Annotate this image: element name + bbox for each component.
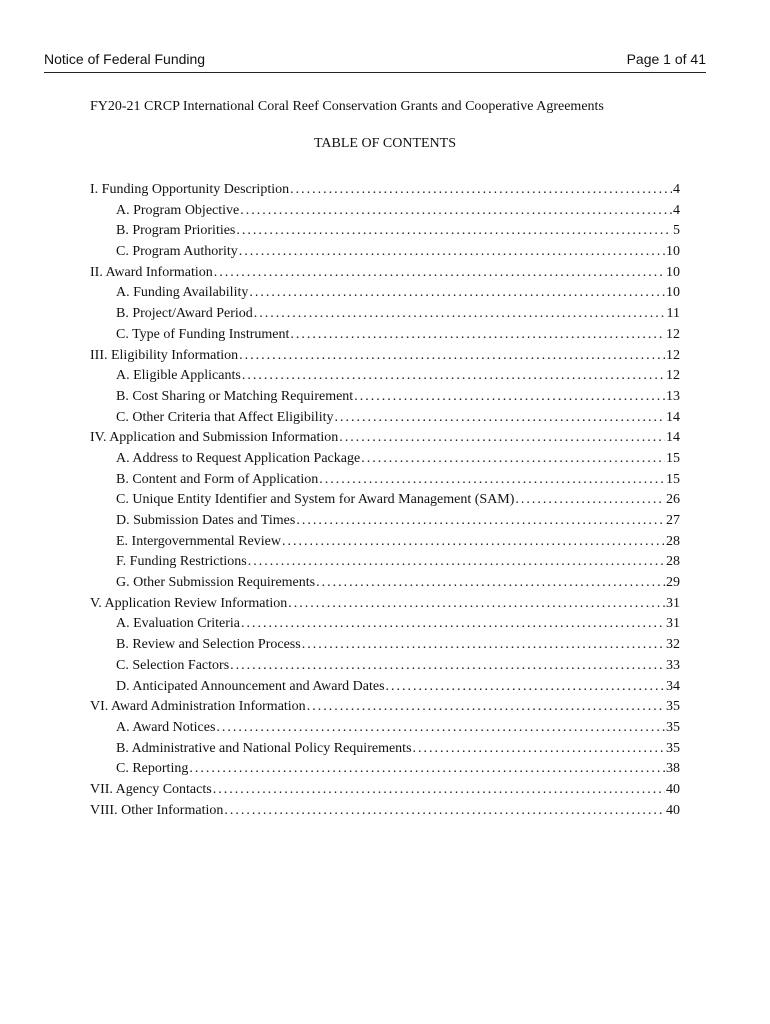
toc-entry-page: 29 <box>666 575 680 591</box>
toc-leader-dots <box>316 573 665 594</box>
toc-entry-label: A. Funding Availability <box>116 285 249 301</box>
toc-entry[interactable] <box>90 635 680 656</box>
toc-entry[interactable] <box>90 697 680 718</box>
toc-entry-page: 4 <box>673 182 680 197</box>
toc-heading: TABLE OF CONTENTS <box>314 136 456 151</box>
toc-entry-page: 4 <box>673 202 680 218</box>
toc-entry-page: 12 <box>666 347 680 363</box>
toc-entry[interactable] <box>90 366 680 387</box>
toc-entry[interactable] <box>90 242 680 263</box>
toc-entry-label: A. Program Objective <box>116 202 240 218</box>
toc-entry-label: A. Eligible Applicants <box>116 368 241 384</box>
toc-leader-dots <box>288 594 665 615</box>
toc-leader-dots <box>241 614 665 635</box>
toc-entry[interactable] <box>90 283 680 304</box>
toc-entry-page: 31 <box>666 616 680 632</box>
toc-entry-label: F. Funding Restrictions <box>116 554 247 570</box>
toc-entry-label: III. Eligibility Information <box>90 347 239 363</box>
toc-entry-label: C. Program Authority <box>116 244 238 260</box>
toc-entry[interactable] <box>90 614 680 635</box>
toc-entry-page: 35 <box>666 699 680 715</box>
page-number: Page 1 of 41 <box>626 51 706 67</box>
toc-entry-label: D. Submission Dates and Times <box>116 513 296 528</box>
toc-entry[interactable] <box>90 718 680 739</box>
toc-entry-label: C. Type of Funding Instrument <box>116 326 290 342</box>
toc-entry-page: 15 <box>666 471 680 487</box>
toc-entry-page: 10 <box>666 264 680 280</box>
toc-entry-page: 11 <box>666 306 680 322</box>
header-title: Notice of Federal Funding <box>44 51 206 67</box>
toc-leader-dots <box>290 325 665 346</box>
toc-entry-label: IV. Application and Submission Information <box>90 430 339 446</box>
toc-entry[interactable] <box>90 677 680 698</box>
toc-leader-dots <box>290 180 672 201</box>
toc-entry-page: 31 <box>666 595 680 611</box>
toc-leader-dots <box>214 263 665 284</box>
toc-leader-dots <box>242 366 665 387</box>
toc-entry-page: 10 <box>666 285 680 301</box>
toc-entry-page: 35 <box>666 719 680 735</box>
toc-entry-label: I. Funding Opportunity Description <box>90 182 290 197</box>
toc-leader-dots <box>354 387 665 408</box>
toc-entry[interactable] <box>90 532 680 553</box>
toc-entry-page: 40 <box>666 802 680 818</box>
toc-entry-label: VII. Agency Contacts <box>90 781 212 797</box>
toc-entry-label: B. Administrative and National Policy Requirements <box>116 740 412 756</box>
toc-entry-page: 27 <box>666 513 680 528</box>
toc-leader-dots <box>240 201 672 222</box>
toc-entry[interactable] <box>90 325 680 346</box>
toc-entry-label: G. Other Submission Requirements <box>116 575 316 591</box>
toc-entry[interactable] <box>90 346 680 367</box>
toc-entry-page: 38 <box>666 761 680 777</box>
toc-entry-page: 5 <box>673 223 680 239</box>
toc-entry-label: D. Anticipated Announcement and Award Dates <box>116 678 385 694</box>
toc-leader-dots <box>515 490 665 511</box>
toc-entry-label: C. Other Criteria that Affect Eligibility <box>116 409 334 425</box>
toc-entry[interactable] <box>90 573 680 594</box>
toc-entry[interactable] <box>90 180 680 201</box>
document-title: FY20-21 CRCP International Coral Reef Conservation Grants and Cooperative Agreements <box>90 99 604 114</box>
toc-leader-dots <box>189 759 665 780</box>
toc-entry-page: 15 <box>666 450 680 466</box>
toc-entry-label: B. Project/Award Period <box>116 306 253 322</box>
toc-entry-page: 32 <box>666 637 680 653</box>
toc-entry-label: C. Unique Entity Identifier and System for Award Management (SAM) <box>116 492 515 508</box>
toc-leader-dots <box>254 304 666 325</box>
toc-leader-dots <box>224 801 665 822</box>
toc-leader-dots <box>339 428 665 449</box>
toc-entry[interactable] <box>90 470 680 491</box>
toc-entry-page: 10 <box>666 244 680 260</box>
toc-entry[interactable] <box>90 490 680 511</box>
toc-entry[interactable] <box>90 780 680 801</box>
toc-entry-label: VIII. Other Information <box>90 802 224 818</box>
toc-leader-dots <box>236 221 672 242</box>
toc-entry[interactable] <box>90 594 680 615</box>
toc-entry-label: C. Reporting <box>116 761 189 777</box>
toc-entry-label: B. Content and Form of Application <box>116 471 319 487</box>
toc-entry[interactable] <box>90 387 680 408</box>
toc-entry-label: A. Award Notices <box>116 719 216 735</box>
toc-entry-label: B. Program Priorities <box>116 223 236 239</box>
toc-leader-dots <box>239 242 665 263</box>
toc-entry-label: B. Cost Sharing or Matching Requirement <box>116 388 354 404</box>
toc-entry[interactable] <box>90 449 680 470</box>
toc-entry-page: 40 <box>666 781 680 797</box>
toc-entry-label: C. Selection Factors <box>116 657 230 673</box>
toc-entry[interactable] <box>90 801 680 822</box>
toc-leader-dots <box>334 408 665 429</box>
toc-leader-dots <box>249 283 665 304</box>
toc-leader-dots <box>282 532 665 553</box>
toc-leader-dots <box>307 697 665 718</box>
toc-entry[interactable] <box>90 428 680 449</box>
toc-entry-page: 13 <box>666 388 680 404</box>
toc-entry-label: VI. Award Administration Information <box>90 699 306 715</box>
toc-entry-page: 34 <box>666 678 680 694</box>
toc-entry[interactable] <box>90 201 680 222</box>
toc-leader-dots <box>216 718 665 739</box>
toc-entry-page: 26 <box>666 492 680 508</box>
toc-entry-page: 14 <box>666 430 680 446</box>
toc-leader-dots <box>361 449 665 470</box>
toc-leader-dots <box>248 552 665 573</box>
toc-entry[interactable] <box>90 759 680 780</box>
toc-entry[interactable] <box>90 552 680 573</box>
page-header <box>44 50 706 73</box>
toc-entry-label: A. Evaluation Criteria <box>116 616 241 632</box>
toc-entry-page: 28 <box>666 533 680 549</box>
toc-leader-dots <box>413 739 665 760</box>
toc-entry[interactable] <box>90 304 680 325</box>
toc-entry[interactable] <box>90 263 680 284</box>
toc-entry-label: V. Application Review Information <box>90 595 288 611</box>
toc-entry-page: 35 <box>666 740 680 756</box>
toc-leader-dots <box>302 635 665 656</box>
toc-leader-dots <box>230 656 665 677</box>
toc-entry-page: 28 <box>666 554 680 570</box>
toc-entry[interactable] <box>90 511 680 532</box>
toc-entry-label: E. Intergovernmental Review <box>116 533 281 549</box>
toc-entry-label: A. Address to Request Application Package <box>116 450 361 466</box>
toc-entry-label: B. Review and Selection Process <box>116 637 301 653</box>
table-of-contents <box>90 180 680 821</box>
toc-entry-page: 14 <box>666 409 680 425</box>
toc-entry[interactable] <box>90 221 680 242</box>
toc-entry[interactable] <box>90 408 680 429</box>
toc-entry[interactable] <box>90 656 680 677</box>
toc-entry-page: 33 <box>666 657 680 673</box>
toc-leader-dots <box>296 511 665 532</box>
toc-entry-page: 12 <box>666 368 680 384</box>
toc-entry-page: 12 <box>666 326 680 342</box>
toc-leader-dots <box>239 346 665 367</box>
toc-leader-dots <box>319 470 665 491</box>
toc-leader-dots <box>213 780 665 801</box>
toc-entry[interactable] <box>90 739 680 760</box>
toc-entry-label: II. Award Information <box>90 264 213 280</box>
toc-leader-dots <box>386 677 665 698</box>
